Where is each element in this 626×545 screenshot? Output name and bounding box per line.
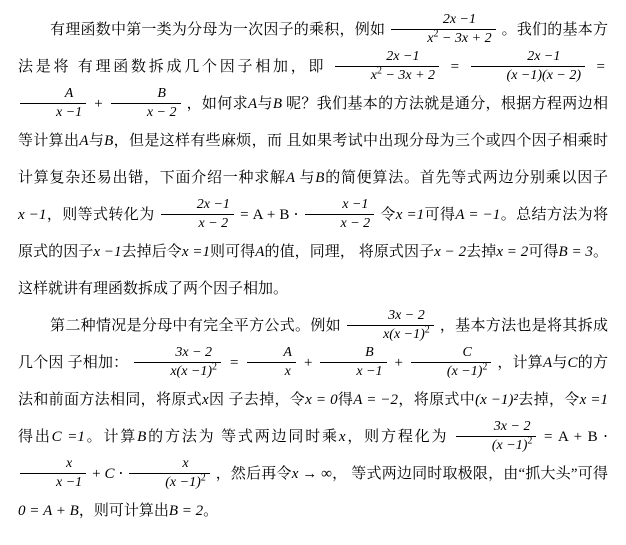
math-B-2: B xyxy=(104,133,114,149)
math-x-minus-1-b: x −1 xyxy=(93,244,122,260)
fraction-A-over-x-1: $\frac{A}{x -1}$ xyxy=(20,86,86,121)
fraction-3x-2-over-x-x-1-sq-b: $\frac{3x - 2}{x(x -1)^2}$ xyxy=(134,345,221,380)
math-x-to-infinity: x → ∞ xyxy=(291,466,332,482)
fraction-2x-1-over-x2-3x-2: $\frac{2x -1}{x^2 - 3x + 2}$ xyxy=(391,12,495,47)
fraction-2x-1-over-x2-3x-2-b: $\frac{2x -1}{x^2 - 3x + 2}$ xyxy=(335,49,439,84)
p1-text-20: 去掉 xyxy=(466,244,497,260)
p2-text-14: 的方法为 xyxy=(146,429,216,445)
math-A-1: A xyxy=(247,96,258,112)
p2-text-7: 因 xyxy=(208,392,225,408)
p1-text-18: 的值，同理， xyxy=(264,244,355,260)
equals-sign-3: = xyxy=(230,355,239,371)
math-x-2: x xyxy=(338,429,346,445)
p2-text-1: 第二种情况是分母中有完全平方公式。例如 xyxy=(50,318,341,334)
fraction-A-over-x: $\frac{A}{x}$ xyxy=(247,345,296,380)
p2-text-8: 子去掉，令 xyxy=(228,392,306,408)
fraction-x-over-x-1-sq: $\frac{x}{(x -1)^2}$ xyxy=(129,456,210,491)
p1-text-9: 且如果考试中出现分母为三个或四个因子相乘时计算复杂还易出错，下面介绍一种求解 xyxy=(18,133,608,186)
p1-text-16: 去掉后令 xyxy=(121,244,182,260)
p2-text-6: 的方法和前面方法相同，将原式 xyxy=(18,355,608,408)
math-C-1: C xyxy=(567,355,578,371)
fraction-B-over-x-2: $\frac{B}{x - 2}$ xyxy=(111,86,181,121)
p1-text-6: 呢？我们基本的方法就是通分，根据方程两边相等计算出 xyxy=(18,96,608,149)
math-A-4: A xyxy=(255,244,265,260)
fraction-3x-2-over-x-1-sq: $\frac{3x - 2}{(x -1)^2}$ xyxy=(456,419,537,454)
p1-text-19: 将原式因子 xyxy=(358,244,435,260)
fraction-x-over-x-1: $\frac{x}{x -1}$ xyxy=(20,456,86,491)
p2-text-12: 得出 xyxy=(18,429,52,445)
math-B-1: B xyxy=(272,96,282,112)
math-x-minus-2: x − 2 xyxy=(434,244,467,260)
math-A-3: A xyxy=(285,170,295,186)
equals-sign-2: = xyxy=(596,59,605,75)
p1-text-21: 可得 xyxy=(528,244,559,260)
fraction-3x-2-over-x-x-1-sq: $\frac{3x - 2}{x(x -1)^2}$ xyxy=(347,308,434,343)
p1-text-15: 。总结方法为将原式的因子 xyxy=(18,207,609,260)
p2-text-20: ，则可计算出 xyxy=(78,503,169,519)
p2-text-5: 与 xyxy=(552,355,568,371)
math-x-eq-1-a: x =1 xyxy=(395,207,425,223)
p1-text-13: 令 xyxy=(380,207,396,223)
math-B-3: B xyxy=(315,170,325,186)
math-x-1: x xyxy=(202,392,209,408)
p2-text-17: ，然后再令 xyxy=(215,466,292,482)
fraction-x-1-over-x-2: $\frac{x -1}{x - 2}$ xyxy=(305,197,375,232)
math-B-4: B xyxy=(137,429,147,445)
math-x-minus-1: x −1 xyxy=(18,207,47,223)
plus-sign-1: + xyxy=(94,96,103,112)
p2-text-19: 等式两边同时取极限，由“抓大头”可得 xyxy=(351,466,608,482)
p2-text-11: 去掉，令 xyxy=(517,392,580,408)
p2-text-9: 得 xyxy=(337,392,354,408)
p1-text-8: ，但是这样有些麻烦，而 xyxy=(113,133,283,149)
p2-text-13: 。计算 xyxy=(84,429,138,445)
math-A-5: A xyxy=(542,355,553,371)
p1-text-17: 则可得 xyxy=(209,244,256,260)
math-A-2: A xyxy=(79,133,89,149)
p1-text-11: 的简便算法。首先等式两边分别乘以因子 xyxy=(324,170,608,186)
p2-text-21: 。 xyxy=(203,503,219,519)
p1-text-14: 可得 xyxy=(424,207,456,223)
math-B-eq-3: B = 3 xyxy=(558,244,593,260)
equals-sign-1: = xyxy=(450,59,460,75)
fraction-B-over-x-1: $\frac{B}{x -1}$ xyxy=(320,345,386,380)
p1-text-10: 与 xyxy=(299,170,316,186)
p1-text-2: 。我们的基本方法是将 xyxy=(18,22,609,75)
math-x-1-squared: (x −1)² xyxy=(475,392,518,408)
p1-text-5: 与 xyxy=(257,96,273,112)
paragraph-2 xyxy=(18,308,608,530)
p2-text-16: ，则方程化为 xyxy=(345,429,449,445)
math-x-eq-1-b: x =1 xyxy=(181,244,210,260)
math-eq-A-plus-B-dot-2: = A + B ⋅ xyxy=(543,429,608,445)
p2-text-3: 子相加： xyxy=(67,355,129,371)
math-B-eq-2: B = 2 xyxy=(168,503,204,519)
p2-text-15: 等式两边同时乘 xyxy=(221,429,339,445)
plus-sign-3: + xyxy=(394,355,403,371)
p1-text-3: 有理函数拆成几个因子相加，即 xyxy=(77,59,327,75)
p2-text-4: ，计算 xyxy=(497,355,543,371)
p2-text-10: ，将原式中 xyxy=(398,392,476,408)
plus-C-dot: + C ⋅ xyxy=(92,466,124,482)
math-x-eq-0: x = 0 xyxy=(305,392,338,408)
fraction-C-over-x-1-sq: $\frac{C}{(x -1)^2}$ xyxy=(411,345,492,380)
p1-text-4: ，如何求 xyxy=(186,96,248,112)
p2-text-2: ，基本方法也是将其拆成几个因 xyxy=(18,318,609,371)
math-0-eq-A-plus-B: 0 = A + B xyxy=(18,503,79,519)
plus-sign-2: + xyxy=(303,355,313,371)
math-eq-A-plus-B-dot-1: = A + B ⋅ xyxy=(240,207,299,223)
math-x-eq-2: x = 2 xyxy=(496,244,529,260)
math-x-eq-1-c: x =1 xyxy=(579,392,608,408)
p1-text-22: 。这样就讲有理函数拆成了两个因子相加。 xyxy=(18,244,608,297)
p1-text-12: ，则等式转化为 xyxy=(46,207,155,223)
math-C-eq-1: C =1 xyxy=(51,429,85,445)
p1-text-1: 有理函数中第一类为分母为一次因子的乘积，例如 xyxy=(50,22,386,38)
fraction-2x-1-over-x-2: $\frac{2x -1}{x - 2}$ xyxy=(161,197,234,232)
fraction-2x-1-over-x-1-x-2: $\frac{2x -1}{(x -1)(x - 2)}$ xyxy=(471,49,586,84)
paragraph-1 xyxy=(18,12,608,308)
p2-text-18: ， xyxy=(331,466,348,482)
math-A-eq-minus-1: A = −1 xyxy=(455,207,501,223)
p1-text-7: 与 xyxy=(88,133,105,149)
math-A-eq-minus-2: A = −2 xyxy=(353,392,399,408)
